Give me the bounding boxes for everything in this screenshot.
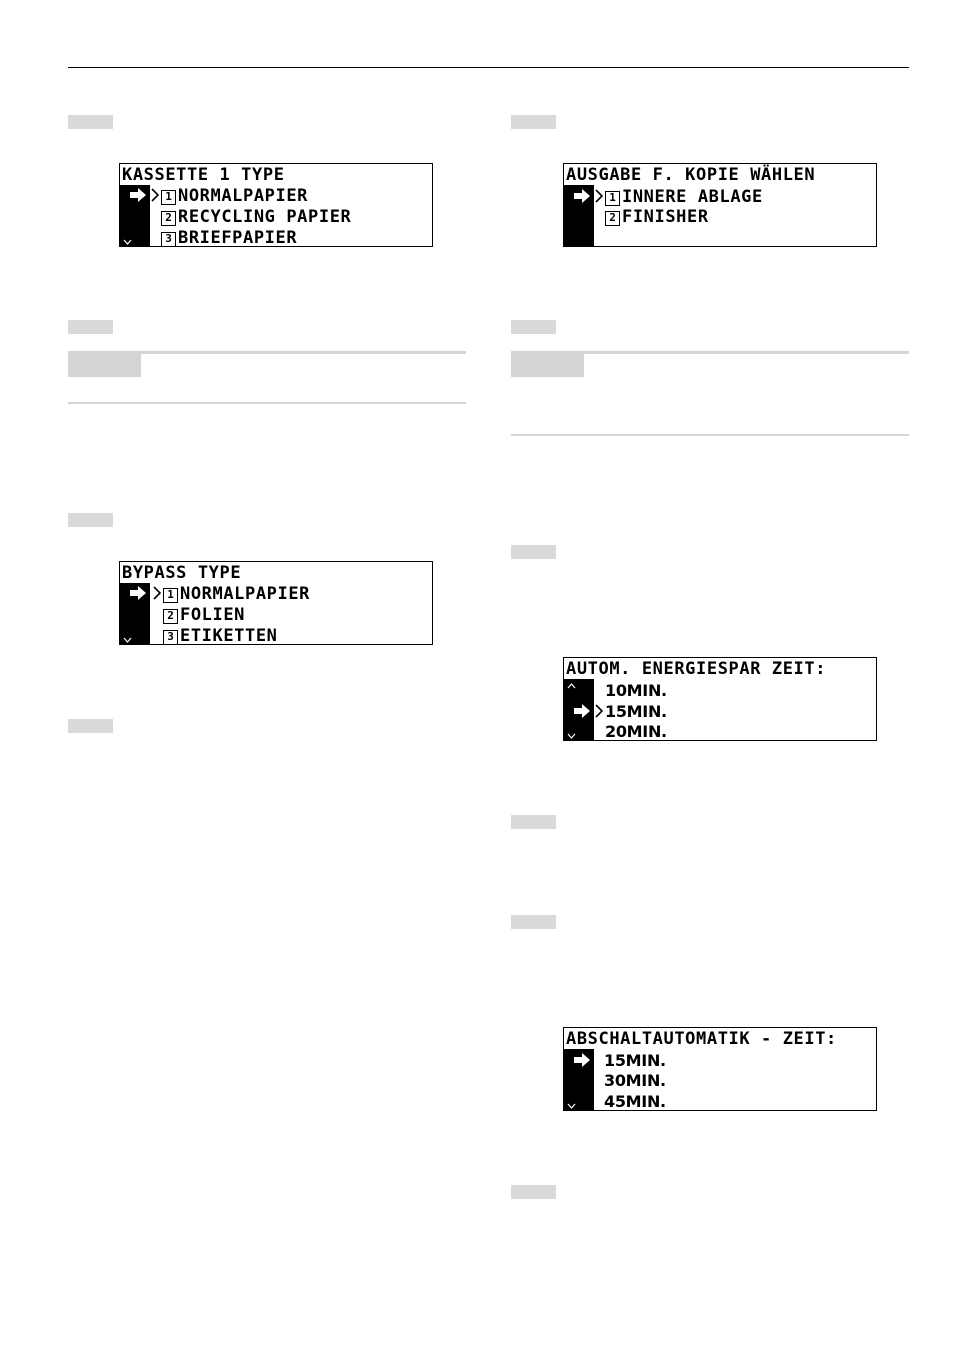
option-number: 2 (161, 211, 176, 226)
lcd-option (605, 207, 709, 227)
step-marker (68, 719, 113, 733)
step-marker (511, 815, 556, 829)
scroll-down-icon (567, 1103, 576, 1109)
note-bottom-rule (68, 402, 466, 404)
lcd-title: AUTOM. ENERGIESPAR ZEIT: (566, 659, 827, 679)
cursor-caret-icon (153, 586, 161, 600)
option-label: RECYCLING PAPIER (178, 207, 352, 227)
lcd-option: 30MIN. (604, 1071, 666, 1090)
lcd-panel-ausgabe (563, 163, 877, 247)
cursor-caret-icon (595, 704, 603, 718)
option-number: 2 (163, 609, 178, 624)
lcd-option (163, 584, 310, 604)
option-label: FINISHER (622, 207, 709, 227)
lcd-option: 45MIN. (604, 1092, 666, 1111)
step-marker (68, 115, 113, 129)
option-number: 1 (163, 588, 178, 603)
option-number: 3 (163, 630, 178, 645)
lcd-title: AUSGABE F. KOPIE WÄHLEN (566, 165, 816, 185)
option-label: BRIEFPAPIER (178, 228, 298, 247)
selection-arrow-icon (129, 585, 147, 601)
note-tag (511, 351, 584, 377)
note-tag (68, 351, 141, 377)
option-label: NORMALPAPIER (178, 186, 309, 206)
cursor-caret-icon (151, 188, 159, 202)
step-marker (511, 915, 556, 929)
lcd-option (161, 186, 308, 206)
selection-arrow-icon (573, 188, 591, 204)
scroll-down-icon (123, 637, 132, 643)
header-rule (68, 67, 909, 68)
lcd-title: ABSCHALTAUTOMATIK - ZEIT: (566, 1029, 837, 1049)
lcd-panel-kassette (119, 163, 433, 247)
step-marker (511, 545, 556, 559)
selection-arrow-icon (129, 187, 147, 203)
option-label: FOLIEN (180, 605, 246, 625)
option-label: ETIKETTEN (180, 626, 278, 645)
lcd-option: 10MIN. (605, 681, 667, 700)
lcd-option: 15MIN. (605, 702, 667, 721)
scroll-down-icon (123, 239, 132, 245)
step-marker (511, 115, 556, 129)
lcd-option (163, 605, 245, 625)
scroll-down-icon (567, 733, 576, 739)
lcd-panel-bypass (119, 561, 433, 645)
note-bottom-rule (511, 434, 909, 436)
option-number: 1 (605, 191, 620, 206)
lcd-title: KASSETTE 1 TYPE (122, 165, 285, 185)
cursor-caret-icon (595, 189, 603, 203)
step-marker (68, 320, 113, 334)
selection-arrow-icon (573, 703, 591, 719)
scroll-up-icon (567, 683, 576, 689)
step-marker (511, 1185, 556, 1199)
lcd-option (161, 228, 297, 247)
lcd-panel-abschalt (563, 1027, 877, 1111)
step-marker (511, 320, 556, 334)
option-number: 2 (605, 211, 620, 226)
lcd-option (605, 187, 763, 207)
lcd-option (163, 626, 278, 645)
step-marker (68, 513, 113, 527)
lcd-option (161, 207, 351, 227)
selection-arrow-icon (573, 1052, 591, 1068)
option-number: 1 (161, 190, 176, 205)
option-number: 3 (161, 232, 176, 247)
lcd-option: 20MIN. (605, 722, 667, 741)
lcd-panel-energiespar (563, 657, 877, 741)
lcd-option: 15MIN. (604, 1051, 666, 1070)
option-label: INNERE ABLAGE (622, 187, 763, 207)
lcd-title: BYPASS TYPE (122, 563, 242, 583)
option-label: NORMALPAPIER (180, 584, 311, 604)
